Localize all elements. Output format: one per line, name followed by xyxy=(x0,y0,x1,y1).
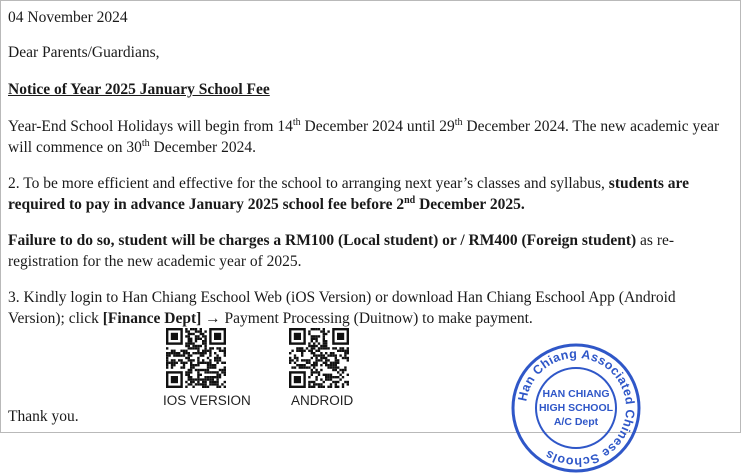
p4-text-b: → Payment Processing (Duitnow) to make payment. xyxy=(201,310,533,327)
p3-text: as re-registration for the new academic year of 2025. xyxy=(8,232,675,270)
android-qr-code-icon xyxy=(289,328,349,388)
paragraph-holidays xyxy=(8,116,734,158)
p4-text-a: 3. Kindly login to Han Chiang Eschool Web (iOS Version) or download Han Chiang Eschool App (Android Version); click xyxy=(8,289,676,327)
paragraph-instructions xyxy=(8,287,734,329)
stamp-line2: HIGH SCHOOL xyxy=(538,402,614,414)
finance-dept-label: [Finance Dept] xyxy=(102,310,202,327)
p3-bold-text: Failure to do so, student will be charges a RM100 (Local student) or / RM400 (Foreign student) xyxy=(8,232,637,249)
ios-version-label: IOS VERSION xyxy=(163,393,251,408)
p2-bold-text: students are required to pay in advance January 2025 school fee before 2 xyxy=(8,175,690,213)
p2-bold-sup: nd xyxy=(404,194,416,206)
p2-bold-end: December 2025. xyxy=(415,196,525,213)
letter-date: 04 November 2024 xyxy=(8,9,128,26)
stamp-line1: HAN CHIANG xyxy=(542,388,610,400)
android-label: ANDROID xyxy=(291,393,354,408)
closing-thank-you: Thank you. xyxy=(8,408,79,425)
p1-text-c: December 2024. The new academic year will commence on 30 xyxy=(8,118,720,156)
p1-sup-b: th xyxy=(454,116,463,128)
stamp-ring-text: Han Chiang Associated Chinese Schools xyxy=(515,346,638,470)
p1-text-b: December 2024 until 29 xyxy=(300,118,455,135)
p1-sup-a: th xyxy=(292,116,301,128)
p1-sup-c: th xyxy=(141,137,150,149)
p2-text: 2. To be more efficient and effective for the school to arranging next year’s classes and syllabus, xyxy=(8,175,609,192)
stamp-line3: A/C Dept xyxy=(553,416,599,428)
ios-qr-code-icon xyxy=(166,328,226,388)
salutation: Dear Parents/Guardians, xyxy=(8,44,160,61)
p1-text-d: December 2024. xyxy=(149,139,256,156)
p1-text-a: Year-End School Holidays will begin from 14 xyxy=(8,118,293,135)
school-stamp-icon xyxy=(509,341,643,475)
notice-title: Notice of Year 2025 January School Fee xyxy=(8,81,270,98)
paragraph-advance-payment xyxy=(8,173,734,215)
paragraph-penalty xyxy=(8,230,734,272)
